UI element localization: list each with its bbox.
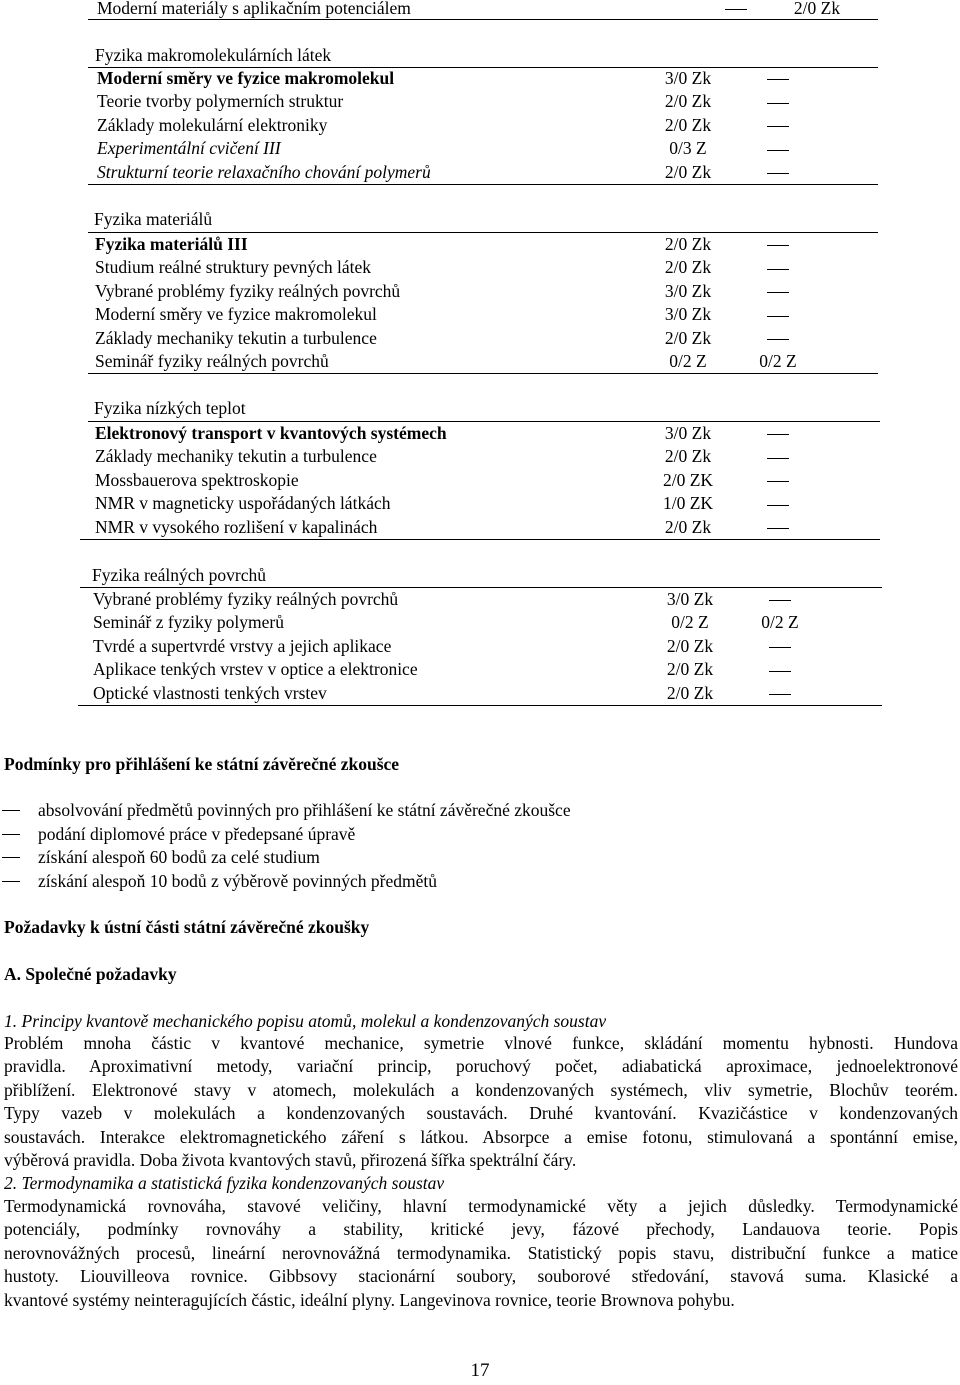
course-row: [95, 516, 875, 539]
text-line: Typy vazeb v molekulách a kondenzovaných soustavách. Druhé kvantování. Kvazičástice v kondenzovaných: [4, 1103, 958, 1124]
topic-text: [4, 1195, 958, 1312]
course-credits-1: 1/0 ZK: [662, 493, 714, 514]
course-row: [95, 303, 875, 326]
empty-dash: [733, 516, 823, 539]
text-line: přiblížení. Elektronové stavy v atomech, molekulách a kondenzovaných systémech, vliv symetrie, Blochův teorém.: [4, 1079, 958, 1100]
section-title: Fyzika makromolekulárních látek: [95, 45, 332, 65]
course-name: Seminář fyziky reálných povrchů: [95, 351, 329, 371]
topic-title: 1. Principy kvantově mechanického popisu atomů, molekul a kondenzovaných soustav: [4, 1011, 607, 1031]
empty-dash: [735, 658, 825, 681]
table-rule: [80, 539, 880, 540]
course-credits-1: 2/0 Zk: [664, 327, 712, 348]
course-name: Moderní směry ve fyzice makromolekul: [95, 304, 377, 325]
course-credits-1: 0/2 Z: [671, 612, 709, 633]
course-row: [95, 422, 875, 445]
text-line: výběrová pravidla. Doba života kvantových stavů, přirozená šířka spektrální čáry.: [4, 1150, 577, 1171]
course-name: Vybrané problémy fyziky reálných povrchů: [95, 280, 401, 301]
table-rule: [78, 705, 882, 706]
course-credits-1: 2/0 Zk: [666, 682, 714, 703]
course-credits-1: 2/0 Zk: [664, 516, 712, 537]
course-name: Vybrané problémy fyziky reálných povrchů: [93, 589, 399, 609]
text-line: pravidla. Aproximativní metody, variační princip, poruchový počet, adiabatická aproximace, jednoelektronové: [4, 1056, 958, 1077]
course-row: [97, 90, 877, 113]
course-credits-1: 2/0 Zk: [664, 161, 712, 182]
course-credits-2: 0/2 Z: [761, 612, 799, 633]
topic-title: 2. Termodynamika a statistická fyzika kondenzovaných soustav: [4, 1173, 445, 1193]
course-row: [97, 114, 877, 137]
course-name: Základy mechaniky tekutin a turbulence: [95, 327, 377, 348]
course-credits-1: 2/0 Zk: [664, 114, 712, 135]
dash-bullet: [2, 857, 20, 858]
course-row: [97, 161, 877, 184]
course-name: Fyzika materiálů III: [95, 234, 248, 254]
course-name: Experimentální cvičení III: [97, 138, 281, 159]
empty-dash: [733, 327, 823, 350]
course-credits-2: 2/0 Zk: [793, 0, 841, 18]
course-name: Optické vlastnosti tenkých vrstev: [93, 682, 327, 703]
section-title: Fyzika nízkých teplot: [94, 398, 246, 418]
top-course-row: [97, 0, 857, 20]
course-name: Strukturní teorie relaxačního chování polymerů: [97, 161, 431, 182]
course-row: [95, 492, 875, 515]
empty-dash: [735, 635, 825, 658]
table-rule: [88, 19, 878, 20]
empty-dash: [733, 67, 823, 90]
empty-dash: [733, 445, 823, 468]
course-name: Elektronový transport v kvantových systémech: [95, 423, 447, 443]
text-line: potenciály, podmínky rovnováhy a stability, kritické jevy, fázové přechody, Landauova teorie. Popis: [4, 1219, 958, 1240]
course-credits-1: 3/0 Zk: [664, 68, 712, 88]
course-credits-1: 2/0 Zk: [666, 659, 714, 680]
empty-dash: [735, 682, 825, 705]
section-title: Fyzika materiálů: [94, 209, 213, 229]
course-credits-1: 3/0 Zk: [664, 423, 712, 443]
requirements-heading: Požadavky k ústní části státní závěrečné zkoušky: [4, 917, 370, 937]
empty-dash: [733, 161, 823, 184]
course-row: [95, 469, 875, 492]
course-name: Moderní směry ve fyzice makromolekul: [97, 68, 395, 88]
dash-bullet: [2, 810, 20, 811]
course-row: [95, 280, 875, 303]
course-row: [93, 658, 873, 681]
course-row: [97, 137, 877, 160]
course-row: [95, 350, 875, 373]
course-row: [93, 588, 873, 611]
dash-bullet: [2, 881, 20, 882]
empty-dash: [733, 256, 823, 279]
course-credits-1: 2/0 Zk: [666, 635, 714, 656]
table-rule: [88, 184, 878, 185]
course-credits-1: 2/0 Zk: [664, 257, 712, 278]
course-name: Základy mechaniky tekutin a turbulence: [95, 446, 377, 467]
course-row: [93, 635, 873, 658]
common-requirements-heading: A. Společné požadavky: [4, 964, 177, 984]
course-row: [93, 682, 873, 705]
course-name: Aplikace tenkých vrstev v optice a elektronice: [93, 659, 418, 680]
course-name: Studium reálné struktury pevných látek: [95, 257, 372, 278]
text-line: Termodynamická rovnováha, stavové veličiny, hlavní termodynamické věty a jejich důsledky. Termodynamické: [4, 1196, 958, 1216]
dash-bullet: [2, 834, 20, 835]
course-name: Teorie tvorby polymerních struktur: [97, 91, 344, 112]
course-credits-1: 2/0 ZK: [662, 469, 714, 490]
text-line: Problém mnoha částic v kvantové mechanice, symetrie vlnové funkce, skládání momentu hybnosti. Hundova: [4, 1033, 958, 1053]
empty-dash: [733, 303, 823, 326]
empty-dash: [733, 114, 823, 137]
course-name: Seminář z fyziky polymerů: [93, 612, 284, 633]
page-number: 17: [470, 1360, 490, 1381]
text-line: nerovnovážných procesů, lineární nerovnovážná termodynamika. Statistický popis stavu, distribuční funkce a matice: [4, 1242, 958, 1263]
empty-dash: [733, 233, 823, 256]
course-name: Základy molekulární elektroniky: [97, 114, 328, 135]
topic-text: [4, 1032, 958, 1172]
course-row: [95, 256, 875, 279]
course-credits-1: 3/0 Zk: [666, 589, 714, 609]
empty-dash: [733, 90, 823, 113]
conditions-heading: Podmínky pro přihlášení ke státní závěrečné zkoušce: [4, 754, 400, 774]
course-name: NMR v magneticky uspořádaných látkách: [95, 493, 391, 514]
section-title: Fyzika reálných povrchů: [92, 565, 266, 585]
course-name: Tvrdé a supertvrdé vrstvy a jejich aplikace: [93, 635, 392, 656]
course-credits-1: 0/2 Z: [669, 351, 707, 371]
course-credits-1: 2/0 Zk: [664, 446, 712, 467]
course-credits-1: 2/0 Zk: [664, 91, 712, 112]
course-credits-1: 0/3 Z: [669, 138, 707, 159]
course-name: NMR v vysokého rozlišení v kapalinách: [95, 516, 378, 537]
course-name: Moderní materiály s aplikačním potenciálem: [97, 0, 411, 18]
course-row: [95, 445, 875, 468]
course-credits-2: 0/2 Z: [759, 351, 797, 371]
table-rule: [88, 373, 878, 374]
course-credits-1: 3/0 Zk: [664, 280, 712, 301]
course-row: [95, 233, 875, 256]
text-line: kvantové systémy neinteragujících částic, ideální plyny. Langevinova rovnice, teorie Brownova pohybu.: [4, 1289, 735, 1310]
empty-dash: [733, 469, 823, 492]
course-row: [97, 67, 877, 90]
text-line: soustavách. Interakce elektromagnetického záření s látkou. Absorpce a emise fotonu, stimulovaná a spontánní emise,: [4, 1126, 958, 1147]
course-credits-1: 2/0 Zk: [664, 234, 712, 254]
course-credits-1: 3/0 Zk: [664, 304, 712, 325]
text-line: hustoty. Liouvilleova rovnice. Gibbsovy stacionární soubory, souborové středování, stavová suma. Klasické a: [4, 1266, 958, 1287]
empty-dash: [733, 422, 823, 445]
course-row: [95, 327, 875, 350]
course-row: [93, 611, 873, 634]
top-dash: [701, 0, 771, 20]
course-name: Mossbauerova spektroskopie: [95, 469, 299, 490]
empty-dash: [733, 492, 823, 515]
empty-dash: [735, 588, 825, 611]
empty-dash: [733, 137, 823, 160]
empty-dash: [733, 280, 823, 303]
